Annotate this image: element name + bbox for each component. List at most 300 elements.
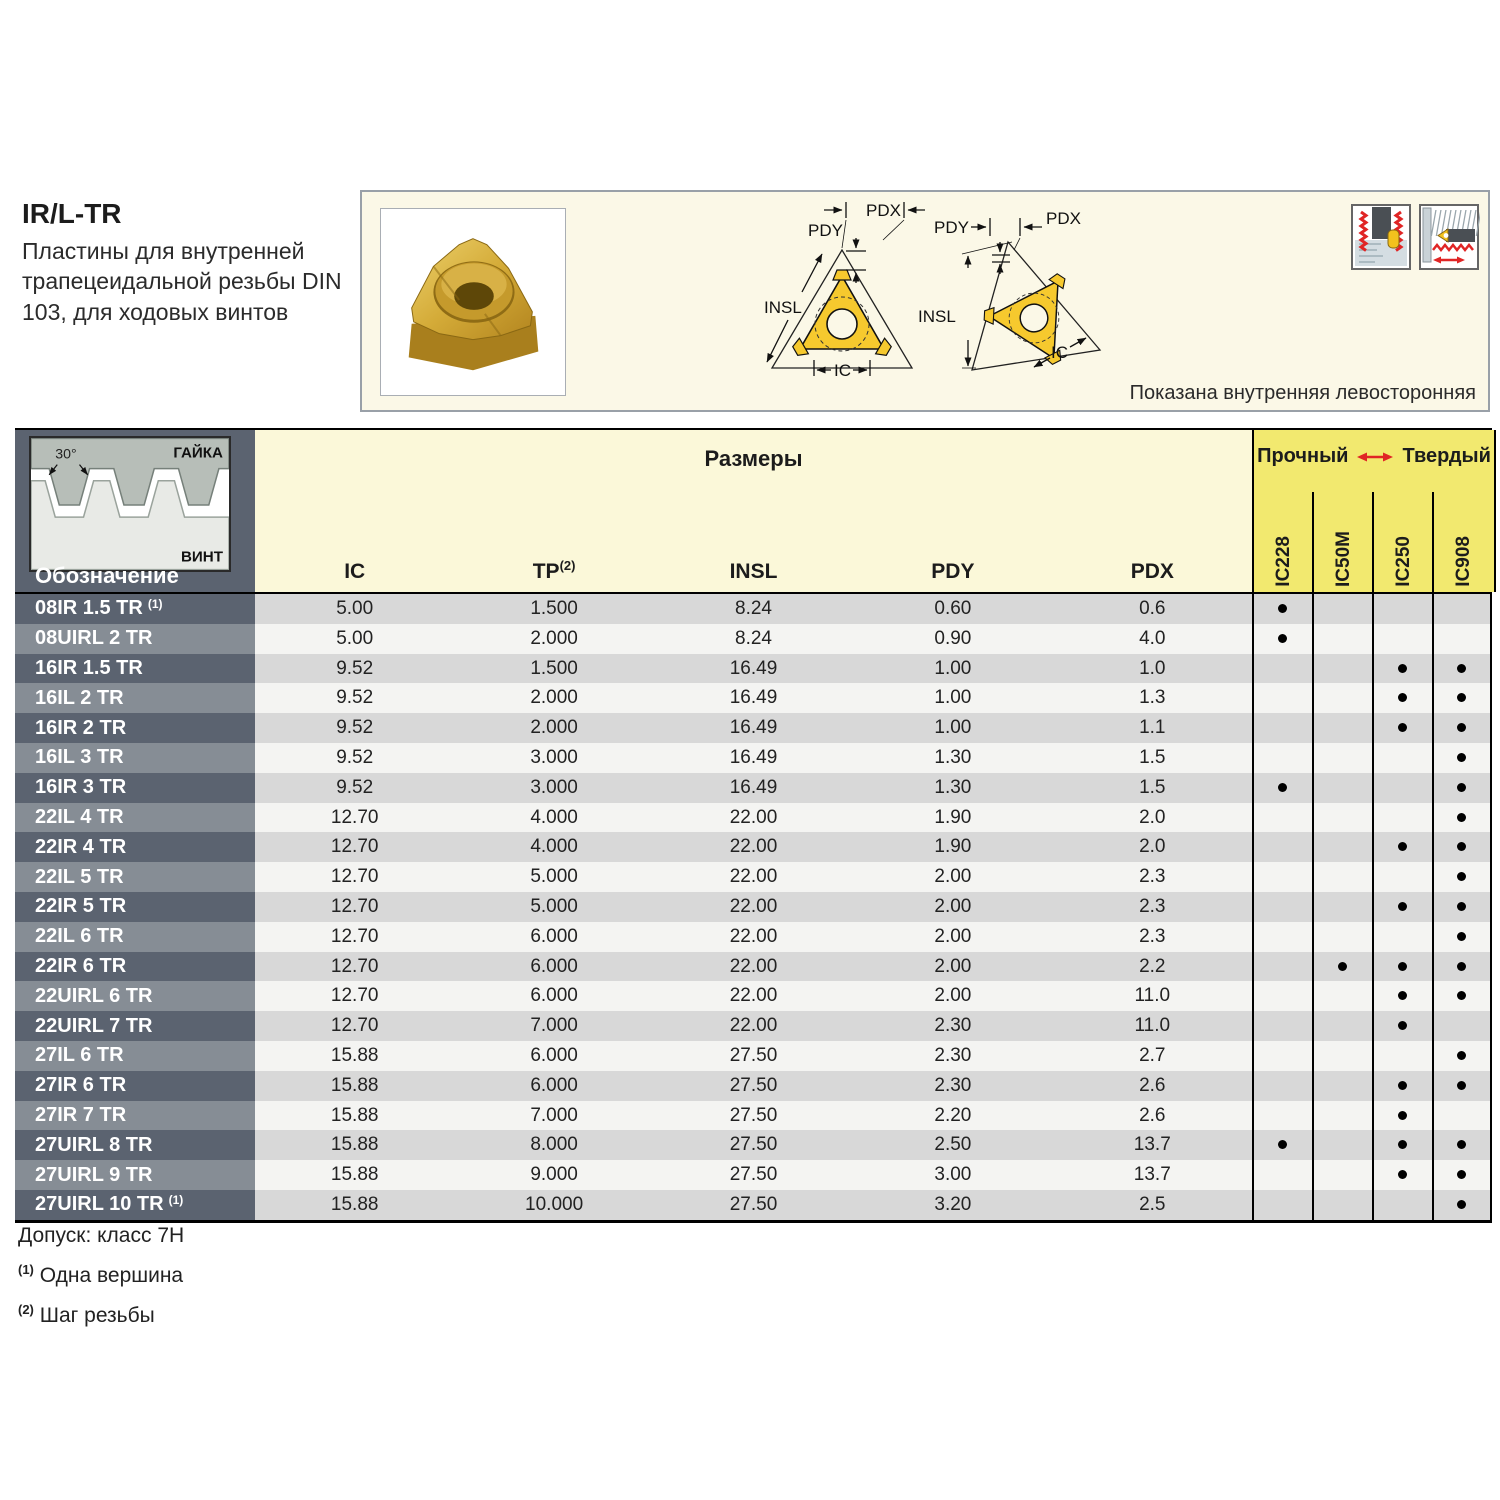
grade-cell-ic228: [1252, 743, 1312, 773]
grade-cell-ic908: [1432, 624, 1492, 654]
dimension-value: 2.3: [1053, 862, 1252, 892]
grade-header-ic250: IC250: [1393, 536, 1414, 587]
grade-cell-ic228: [1252, 922, 1312, 952]
dimension-value: 12.70: [255, 981, 454, 1011]
row-designation: 22UIRL 6 TR: [15, 981, 255, 1011]
dimension-value: 2.3: [1053, 892, 1252, 922]
grade-cell-ic908: [1432, 922, 1492, 952]
header-illustration-box: [360, 190, 1490, 412]
grade-cell-ic228: [1252, 713, 1312, 743]
grade-cell-ic50m: [1312, 1071, 1372, 1101]
grade-availability-dot: [1457, 723, 1466, 732]
grade-cell-ic908: [1432, 832, 1492, 862]
grade-cell-ic50m: [1312, 981, 1372, 1011]
dimension-value: 15.88: [255, 1071, 454, 1101]
grade-cell-ic908: [1432, 1101, 1492, 1131]
col-header-insl: INSL: [729, 560, 778, 583]
row-designation: 16IL 2 TR: [15, 683, 255, 713]
dimension-value: 1.5: [1053, 773, 1252, 803]
dimension-value: 1.1: [1053, 713, 1252, 743]
table-row: [15, 1071, 1492, 1101]
grade-cell-ic908: [1432, 743, 1492, 773]
grade-cell-ic228: [1252, 1101, 1312, 1131]
grade-availability-dot: [1457, 932, 1466, 941]
table-row: [15, 713, 1492, 743]
grade-cell-ic250: [1372, 743, 1432, 773]
grade-header-ic228: IC228: [1273, 536, 1294, 587]
grade-availability-dot: [1457, 1170, 1466, 1179]
dimension-value: 2.30: [853, 1011, 1052, 1041]
grade-availability-dot: [1457, 1051, 1466, 1060]
table-row: [15, 654, 1492, 684]
dimension-diagrams: [762, 200, 1112, 378]
grade-cell-ic228: [1252, 892, 1312, 922]
grade-cell-ic50m: [1312, 1190, 1372, 1220]
dimension-value: 9.52: [255, 683, 454, 713]
dimension-value: 9.52: [255, 773, 454, 803]
table-row: [15, 1190, 1492, 1220]
grade-availability-dot: [1398, 1081, 1407, 1090]
row-footnote-marker: (1): [168, 1193, 184, 1208]
grade-cell-ic908: [1432, 1011, 1492, 1041]
row-designation: 22UIRL 7 TR: [15, 1011, 255, 1041]
table-row: [15, 1101, 1492, 1131]
grade-cell-ic250: [1372, 683, 1432, 713]
dimension-value: 3.000: [454, 773, 653, 803]
col-header-pdy: PDY: [931, 560, 975, 583]
grade-availability-dot: [1278, 634, 1287, 643]
row-designation: 27IL 6 TR: [15, 1041, 255, 1071]
grade-cell-ic908: [1432, 654, 1492, 684]
grade-cell-ic250: [1372, 594, 1432, 624]
grade-cell-ic908: [1432, 1190, 1492, 1220]
grade-cell-ic50m: [1312, 1130, 1372, 1160]
dimension-value: 27.50: [654, 1101, 853, 1131]
grade-availability-dot: [1278, 1140, 1287, 1149]
table-row: [15, 832, 1492, 862]
row-designation: 16IR 2 TR: [15, 713, 255, 743]
grade-cell-ic228: [1252, 803, 1312, 833]
grade-cell-ic50m: [1312, 952, 1372, 982]
dimension-value: 16.49: [654, 743, 853, 773]
thread-profile-diagram: [29, 436, 231, 572]
grade-cell-ic50m: [1312, 803, 1372, 833]
dim-label-pdy-1: PDY: [808, 221, 843, 240]
row-designation: 22IL 4 TR: [15, 803, 255, 833]
grade-cell-ic228: [1252, 862, 1312, 892]
grade-cell-ic908: [1432, 1130, 1492, 1160]
grade-availability-dot: [1398, 842, 1407, 851]
designation-header-label: Обозначение: [35, 563, 179, 588]
grade-cell-ic250: [1372, 1011, 1432, 1041]
dimension-value: 4.000: [454, 803, 653, 833]
footnotes: [18, 1224, 184, 1342]
dimension-value: 12.70: [255, 832, 454, 862]
sizes-title: Размеры: [704, 446, 803, 471]
dimension-value: 15.88: [255, 1190, 454, 1220]
grade-availability-dot: [1278, 783, 1287, 792]
dimension-value: 5.000: [454, 862, 653, 892]
grade-cell-ic908: [1432, 862, 1492, 892]
table-row: [15, 803, 1492, 833]
grade-cell-ic908: [1432, 713, 1492, 743]
dimension-value: 2.0: [1053, 803, 1252, 833]
dimension-value: 1.5: [1053, 743, 1252, 773]
col-header-pdx: PDX: [1130, 560, 1174, 583]
dimension-value: 12.70: [255, 952, 454, 982]
table-row: [15, 862, 1492, 892]
dimension-value: 15.88: [255, 1160, 454, 1190]
grade-cell-ic50m: [1312, 654, 1372, 684]
table-row: [15, 952, 1492, 982]
row-designation: 16IL 3 TR: [15, 743, 255, 773]
grade-availability-dot: [1398, 1170, 1407, 1179]
grade-cell-ic250: [1372, 892, 1432, 922]
grades-header-cell: [1252, 430, 1496, 592]
grade-cell-ic228: [1252, 594, 1312, 624]
row-designation: 22IR 5 TR: [15, 892, 255, 922]
dimension-value: 1.500: [454, 654, 653, 684]
dim-label-pdx-2: PDX: [1046, 209, 1081, 228]
dim-label-ic-1: IC: [834, 361, 851, 378]
grade-availability-dot: [1457, 813, 1466, 822]
dimension-value: 2.3: [1053, 922, 1252, 952]
grade-cell-ic250: [1372, 1101, 1432, 1131]
grade-cell-ic250: [1372, 1130, 1432, 1160]
dimension-value: 6.000: [454, 952, 653, 982]
dimension-value: 1.3: [1053, 683, 1252, 713]
grade-cell-ic250: [1372, 922, 1432, 952]
insert-photo-frame: [380, 208, 566, 396]
grade-availability-dot: [1457, 1081, 1466, 1090]
dimension-value: 16.49: [654, 773, 853, 803]
grade-cell-ic908: [1432, 952, 1492, 982]
dimension-value: 12.70: [255, 892, 454, 922]
dim-label-insl-1: INSL: [764, 298, 802, 317]
grade-cell-ic50m: [1312, 862, 1372, 892]
dimension-value: 8.24: [654, 594, 853, 624]
grade-cell-ic50m: [1312, 1041, 1372, 1071]
dimension-value: 2.6: [1053, 1071, 1252, 1101]
dimension-value: 4.0: [1053, 624, 1252, 654]
dimension-value: 2.000: [454, 624, 653, 654]
grade-availability-dot: [1457, 1140, 1466, 1149]
grade-cell-ic250: [1372, 832, 1432, 862]
grade-cell-ic250: [1372, 713, 1432, 743]
dimension-value: 22.00: [654, 803, 853, 833]
title-block: [22, 198, 352, 327]
dimension-value: 12.70: [255, 862, 454, 892]
row-designation: 16IR 3 TR: [15, 773, 255, 803]
grade-cell-ic228: [1252, 1160, 1312, 1190]
dimension-value: 2.2: [1053, 952, 1252, 982]
thread-turning-operation-icon: [1418, 204, 1480, 270]
dimension-value: 2.0: [1053, 832, 1252, 862]
grade-availability-dot: [1398, 1111, 1407, 1120]
tough-hard-scale: [1254, 430, 1494, 468]
dimension-value: 9.000: [454, 1160, 653, 1190]
row-designation: 27IR 7 TR: [15, 1101, 255, 1131]
grade-cell-ic250: [1372, 1071, 1432, 1101]
grade-cell-ic250: [1372, 654, 1432, 684]
grade-cell-ic250: [1372, 1041, 1432, 1071]
grade-cell-ic908: [1432, 1160, 1492, 1190]
dimension-value: 13.7: [1053, 1160, 1252, 1190]
grade-availability-dot: [1457, 962, 1466, 971]
table-row: [15, 1041, 1492, 1071]
dimension-value: 22.00: [654, 892, 853, 922]
table-row: [15, 1160, 1492, 1190]
dimension-value: 5.00: [255, 624, 454, 654]
dimension-value: 22.00: [654, 832, 853, 862]
dimension-value: 9.52: [255, 713, 454, 743]
footnote-2: $^{(2)}$ Шаг резьбы: [18, 1302, 155, 1327]
table-row: [15, 892, 1492, 922]
grade-cell-ic228: [1252, 1011, 1312, 1041]
dim-label-ic-2: IC: [1051, 343, 1068, 362]
dimension-value: 2.20: [853, 1101, 1052, 1131]
grade-cell-ic908: [1432, 981, 1492, 1011]
grade-cell-ic250: [1372, 952, 1432, 982]
profile-nut-label: ГАЙКА: [173, 444, 223, 462]
dimension-value: 22.00: [654, 862, 853, 892]
table-row: [15, 624, 1492, 654]
grade-cell-ic50m: [1312, 1160, 1372, 1190]
grade-availability-dot: [1457, 872, 1466, 881]
grade-availability-dot: [1457, 842, 1466, 851]
dimension-value: 6.000: [454, 981, 653, 1011]
col-header-ic: IC: [344, 560, 366, 583]
dimension-value: 22.00: [654, 1011, 853, 1041]
grade-cell-ic908: [1432, 1041, 1492, 1071]
dimension-value: 2.5: [1053, 1190, 1252, 1220]
grade-availability-dot: [1398, 902, 1407, 911]
dimension-value: 0.60: [853, 594, 1052, 624]
grade-availability-dot: [1457, 753, 1466, 762]
dimension-value: 16.49: [654, 713, 853, 743]
dimension-value: 27.50: [654, 1130, 853, 1160]
dimension-value: 1.00: [853, 654, 1052, 684]
dimension-value: 2.00: [853, 952, 1052, 982]
grade-availability-dot: [1457, 902, 1466, 911]
grade-cell-ic228: [1252, 952, 1312, 982]
table-row: [15, 594, 1492, 624]
dimension-value: 2.000: [454, 713, 653, 743]
table-row: [15, 981, 1492, 1011]
dimension-value: 1.30: [853, 773, 1052, 803]
dimension-value: 2.6: [1053, 1101, 1252, 1131]
grade-availability-dot: [1398, 664, 1407, 673]
row-designation: 08IR 1.5 TR (1): [15, 594, 255, 624]
grade-cell-ic50m: [1312, 922, 1372, 952]
dimension-column-headers: [255, 558, 1252, 592]
dimension-value: 8.24: [654, 624, 853, 654]
row-designation: 27IR 6 TR: [15, 1071, 255, 1101]
dimension-value: 6.000: [454, 1071, 653, 1101]
dimension-value: 15.88: [255, 1101, 454, 1131]
insert-photo: [381, 209, 565, 395]
dimension-value: 2.30: [853, 1041, 1052, 1071]
page-subtitle: Пластины для внутренней трапецеидальной резьбы DIN 103, для ходовых винтов: [22, 238, 342, 325]
dimension-value: 7.000: [454, 1011, 653, 1041]
table-row: [15, 922, 1492, 952]
dimension-value: 16.49: [654, 654, 853, 684]
dim-label-insl-2: INSL: [918, 307, 956, 326]
dimension-value: 1.500: [454, 594, 653, 624]
row-designation: 22IR 6 TR: [15, 952, 255, 982]
grade-availability-dot: [1457, 1200, 1466, 1209]
profile-angle-label: 30°: [55, 445, 77, 462]
grade-cell-ic250: [1372, 862, 1432, 892]
grade-header-ic908: IC908: [1453, 536, 1474, 587]
dimension-value: 5.00: [255, 594, 454, 624]
table-row: [15, 743, 1492, 773]
grade-cell-ic50m: [1312, 832, 1372, 862]
dimension-value: 2.00: [853, 981, 1052, 1011]
table-row: [15, 773, 1492, 803]
table-header: [15, 430, 1492, 594]
orientation-caption: Показана внутренняя левосторонняя: [1129, 382, 1476, 404]
dimension-value: 22.00: [654, 922, 853, 952]
row-designation: 27UIRL 9 TR: [15, 1160, 255, 1190]
dimension-value: 2.00: [853, 922, 1052, 952]
row-designation: 22IL 5 TR: [15, 862, 255, 892]
grade-cell-ic908: [1432, 773, 1492, 803]
grade-cell-ic228: [1252, 1190, 1312, 1220]
grade-cell-ic228: [1252, 624, 1312, 654]
grade-cell-ic50m: [1312, 594, 1372, 624]
dimension-value: 22.00: [654, 981, 853, 1011]
dimension-value: 12.70: [255, 922, 454, 952]
dimension-value: 9.52: [255, 654, 454, 684]
dimension-value: 6.000: [454, 1041, 653, 1071]
col-header-tp: TP$^{(2)}$: [532, 558, 576, 583]
dimension-value: 1.00: [853, 683, 1052, 713]
hard-label: Твердый: [1402, 445, 1491, 467]
grade-cell-ic908: [1432, 594, 1492, 624]
dimension-value: 2.00: [853, 892, 1052, 922]
designation-header-cell: [15, 430, 255, 592]
grade-availability-dot: [1457, 693, 1466, 702]
grade-cell-ic50m: [1312, 1011, 1372, 1041]
dimension-value: 15.88: [255, 1130, 454, 1160]
dimension-value: 27.50: [654, 1041, 853, 1071]
grade-cell-ic228: [1252, 683, 1312, 713]
dimension-value: 1.00: [853, 713, 1052, 743]
dimension-value: 2.00: [853, 862, 1052, 892]
dimension-value: 27.50: [654, 1190, 853, 1220]
dim-label-pdy-2: PDY: [934, 218, 969, 237]
dimension-value: 3.00: [853, 1160, 1052, 1190]
table-rows: [15, 594, 1492, 1223]
profile-screw-label: ВИНТ: [180, 548, 223, 566]
dimension-value: 8.000: [454, 1130, 653, 1160]
grade-cell-ic908: [1432, 683, 1492, 713]
dimension-value: 0.6: [1053, 594, 1252, 624]
dimension-value: 5.000: [454, 892, 653, 922]
row-designation: 22IL 6 TR: [15, 922, 255, 952]
grade-cell-ic228: [1252, 1130, 1312, 1160]
footnote-1: $^{(1)}$ Одна вершина: [18, 1262, 184, 1287]
tolerance-note: Допуск: класс 7H: [18, 1224, 185, 1247]
dim-label-pdx-1: PDX: [866, 201, 901, 220]
grade-cell-ic228: [1252, 1041, 1312, 1071]
dimension-value: 1.30: [853, 743, 1052, 773]
dimension-value: 27.50: [654, 1160, 853, 1190]
row-designation: 08UIRL 2 TR: [15, 624, 255, 654]
row-designation: 16IR 1.5 TR: [15, 654, 255, 684]
row-footnote-marker: (1): [147, 597, 163, 612]
dimension-value: 9.52: [255, 743, 454, 773]
grade-cell-ic50m: [1312, 743, 1372, 773]
dimension-value: 1.90: [853, 803, 1052, 833]
grade-cell-ic50m: [1312, 1101, 1372, 1131]
grade-availability-dot: [1457, 991, 1466, 1000]
grade-cell-ic250: [1372, 803, 1432, 833]
spec-table: [15, 428, 1492, 1223]
dimension-value: 12.70: [255, 1011, 454, 1041]
dimension-value: 12.70: [255, 803, 454, 833]
grade-cell-ic228: [1252, 773, 1312, 803]
dimension-value: 11.0: [1053, 1011, 1252, 1041]
grade-cell-ic250: [1372, 981, 1432, 1011]
sizes-header-cell: [255, 430, 1252, 592]
grade-cell-ic250: [1372, 624, 1432, 654]
dimension-value: 3.20: [853, 1190, 1052, 1220]
grade-column-headers: [1254, 487, 1494, 592]
dimension-value: 1.0: [1053, 654, 1252, 684]
dimension-value: 7.000: [454, 1101, 653, 1131]
table-row: [15, 1011, 1492, 1041]
dimension-value: 15.88: [255, 1041, 454, 1071]
grade-availability-dot: [1398, 723, 1407, 732]
grade-availability-dot: [1278, 604, 1287, 613]
grade-cell-ic908: [1432, 892, 1492, 922]
grade-cell-ic228: [1252, 832, 1312, 862]
grade-cell-ic50m: [1312, 892, 1372, 922]
row-designation: 27UIRL 10 TR (1): [15, 1190, 255, 1220]
grade-cell-ic908: [1432, 803, 1492, 833]
grade-cell-ic228: [1252, 654, 1312, 684]
dimension-value: 2.000: [454, 683, 653, 713]
dimension-value: 1.90: [853, 832, 1052, 862]
grade-cell-ic228: [1252, 1071, 1312, 1101]
grade-header-ic50m: IC50M: [1333, 531, 1354, 587]
grade-availability-dot: [1398, 1021, 1407, 1030]
dimension-value: 13.7: [1053, 1130, 1252, 1160]
dimension-value: 2.50: [853, 1130, 1052, 1160]
dimension-value: 2.7: [1053, 1041, 1252, 1071]
grade-availability-dot: [1338, 962, 1347, 971]
grade-availability-dot: [1398, 693, 1407, 702]
grade-availability-dot: [1457, 783, 1466, 792]
row-designation: 27UIRL 8 TR: [15, 1130, 255, 1160]
grade-cell-ic250: [1372, 773, 1432, 803]
dimension-value: 10.000: [454, 1190, 653, 1220]
grade-availability-dot: [1457, 664, 1466, 673]
grade-availability-dot: [1398, 991, 1407, 1000]
grade-cell-ic908: [1432, 1071, 1492, 1101]
dimension-value: 4.000: [454, 832, 653, 862]
dimension-value: 0.90: [853, 624, 1052, 654]
table-row: [15, 683, 1492, 713]
dimension-value: 2.30: [853, 1071, 1052, 1101]
grade-availability-dot: [1398, 1140, 1407, 1149]
page-title: IR/L-TR: [22, 198, 122, 229]
grade-cell-ic50m: [1312, 624, 1372, 654]
table-row: [15, 1130, 1492, 1160]
row-designation: 22IR 4 TR: [15, 832, 255, 862]
